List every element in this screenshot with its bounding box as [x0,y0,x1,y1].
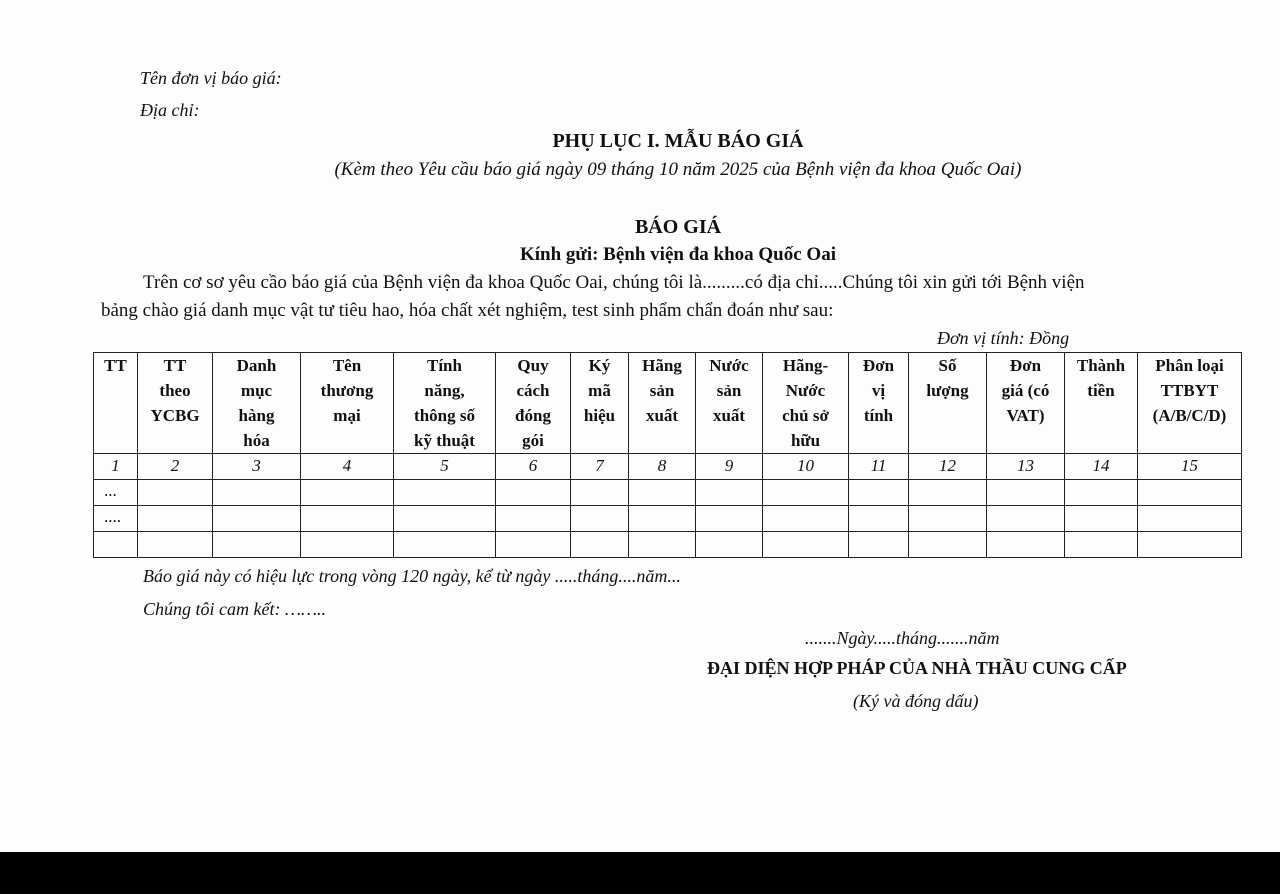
row-index-cell: .... [94,506,138,532]
column-number: 8 [629,454,696,480]
header-cell: TT [94,353,138,454]
table-cell [394,506,496,532]
table-cell [301,480,394,506]
address-label: Địa chỉ: [140,100,200,120]
signature-date-line: .......Ngày.....tháng.......năm [805,628,1000,648]
header-cell: Hãng sản xuất [629,353,696,454]
sign-and-seal-note: (Ký và đóng dấu) [853,691,979,711]
table-cell [1065,480,1138,506]
table-cell [213,480,301,506]
column-number: 3 [213,454,301,480]
table-cell [138,480,213,506]
table-cell [909,532,987,558]
header-cell: Quy cách đóng gói [496,353,571,454]
appendix-title: PHỤ LỤC I. MẪU BÁO GIÁ [552,130,804,152]
table-row [94,480,1242,506]
header-cell: Hãng- Nước chủ sở hữu [763,353,849,454]
table-cell [763,480,849,506]
table-cell [629,480,696,506]
table-cell [696,532,763,558]
table-cell [987,480,1065,506]
table-cell [394,480,496,506]
table-cell [394,532,496,558]
table-row [94,506,1242,532]
header-cell: Số lượng [909,353,987,454]
commitment-note: Chúng tôi cam kết: …….. [143,599,326,619]
quote-table [93,352,1242,558]
table-cell [1138,532,1242,558]
header-cell: Đơn vị tính [849,353,909,454]
table-row [94,532,1242,558]
bottom-black-bar [0,852,1280,894]
column-number: 14 [1065,454,1138,480]
table-cell [987,506,1065,532]
representative-title: ĐẠI DIỆN HỢP PHÁP CỦA NHÀ THẦU CUNG CẤP [707,658,1127,678]
row-index-cell: ... [94,480,138,506]
intro-paragraph-line1: Trên cơ sơ yêu cầo báo giá của Bệnh viện đa khoa Quốc Oai, chúng tôi là.........có địa chỉ.....Chúng tôi xin gửi tới Bệnh viện [143,272,1085,293]
intro-paragraph-line2: bảng chào giá danh mục vật tư tiêu hao, hóa chất xét nghiệm, test sinh phẩm chẩn đoán như sau: [101,300,834,321]
column-number: 9 [696,454,763,480]
column-number: 7 [571,454,629,480]
table-cell [301,532,394,558]
column-number: 12 [909,454,987,480]
table-header-row [94,353,1242,454]
header-cell: Đơn giá (có VAT) [987,353,1065,454]
table-cell [138,532,213,558]
table-cell [763,532,849,558]
header-cell: Phân loại TTBYT (A/B/C/D) [1138,353,1242,454]
table-cell [696,506,763,532]
quote-title: BÁO GIÁ [634,216,722,238]
table-cell [849,506,909,532]
column-number: 11 [849,454,909,480]
header-cell: Tính năng, thông số kỹ thuật [394,353,496,454]
table-cell [696,480,763,506]
table-cell [571,480,629,506]
table-cell [1065,532,1138,558]
table-cell [1065,506,1138,532]
table-cell [849,532,909,558]
table-cell [763,506,849,532]
column-number: 13 [987,454,1065,480]
appendix-subtitle: (Kèm theo Yêu cầu báo giá ngày 09 tháng 10 năm 2025 của Bệnh viện đa khoa Quốc Oai) [334,159,1022,180]
table-cell [629,506,696,532]
column-number: 15 [1138,454,1242,480]
row-index-cell [94,532,138,558]
table-cell [849,480,909,506]
table-cell [1138,506,1242,532]
table-cell [301,506,394,532]
table-cell [909,480,987,506]
quote-recipient: Kính gửi: Bệnh viện đa khoa Quốc Oai [519,244,836,265]
table-cell [571,532,629,558]
validity-note: Báo giá này có hiệu lực trong vòng 120 ngày, kể từ ngày .....tháng....năm... [143,566,681,586]
header-cell: Ký mã hiệu [571,353,629,454]
table-cell [496,532,571,558]
table-cell [1138,480,1242,506]
table-cell [213,532,301,558]
column-number: 5 [394,454,496,480]
header-cell: Danh mục hàng hóa [213,353,301,454]
table-cell [213,506,301,532]
table-cell [629,532,696,558]
table-cell [571,506,629,532]
unit-name-label: Tên đơn vị báo giá: [140,68,282,88]
column-number: 2 [138,454,213,480]
table-cell [987,532,1065,558]
column-number: 10 [763,454,849,480]
header-cell: TT theo YCBG [138,353,213,454]
currency-unit-note: Đơn vị tính: Đồng [937,328,1070,348]
column-number: 1 [94,454,138,480]
column-number-row [94,454,1242,480]
table-cell [138,506,213,532]
column-number: 4 [301,454,394,480]
table-cell [909,506,987,532]
table-cell [496,506,571,532]
header-cell: Tên thương mại [301,353,394,454]
column-number: 6 [496,454,571,480]
table-cell [496,480,571,506]
header-cell: Nước sản xuất [696,353,763,454]
header-cell: Thành tiền [1065,353,1138,454]
